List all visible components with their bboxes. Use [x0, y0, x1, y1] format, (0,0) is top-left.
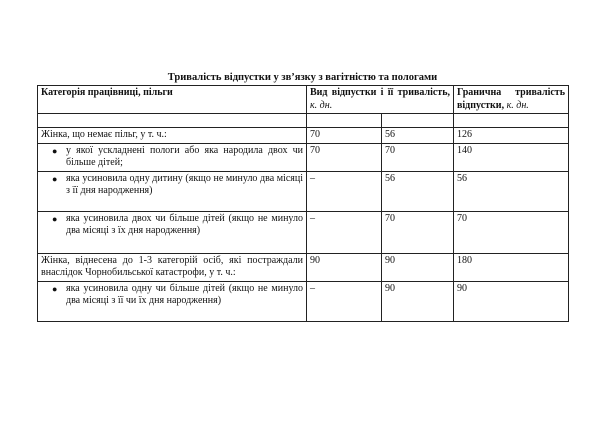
table-row: [38, 253, 569, 281]
row-days-after: 70: [382, 143, 454, 171]
table-row: [38, 171, 569, 211]
row-category: яка усиновила двох чи більше дітей (якщо не минуло два місяці з їх дня народження): [66, 212, 303, 236]
bullet-dot-icon: ●: [52, 213, 58, 224]
bullet-dot-icon: ●: [52, 145, 58, 156]
row-days-total: 70: [454, 211, 569, 253]
table-header-spacer-row: [38, 114, 569, 128]
spacer-cell: [307, 114, 382, 128]
header-max-duration-unit: к. дн.: [506, 99, 529, 111]
row-days-before: 70: [307, 143, 382, 171]
row-days-after: 90: [382, 281, 454, 321]
header-category: Категорія працівниці, пільги: [38, 86, 307, 114]
table-row: [38, 128, 569, 144]
table-row: [38, 143, 569, 171]
spacer-cell: [382, 114, 454, 128]
row-days-after: 90: [382, 253, 454, 281]
row-category: яка усиновила одну чи більше дітей (якщо не минуло два місяці з її чи їх дня народження): [66, 282, 303, 306]
row-days-after: 56: [382, 171, 454, 211]
row-days-after: 56: [382, 128, 454, 144]
row-days-after: 70: [382, 211, 454, 253]
row-days-total: 140: [454, 143, 569, 171]
table-row: [38, 211, 569, 253]
row-category: Жінка, віднесена до 1-3 категорій осіб, які постраждали внаслідок Чорнобильської катастрофи, у т. ч.:: [38, 253, 307, 281]
row-days-before: 70: [307, 128, 382, 144]
spacer-cell: [454, 114, 569, 128]
row-days-total: 90: [454, 281, 569, 321]
bullet-dot-icon: ●: [52, 173, 58, 184]
row-days-before: –: [307, 171, 382, 211]
row-category: у якої ускладнені пологи або яка народила двох чи більше дітей;: [66, 144, 303, 168]
table-title: Тривалість відпустки у зв’язку з вагітністю та пологами: [167, 72, 438, 83]
row-days-total: 56: [454, 171, 569, 211]
row-days-before: –: [307, 211, 382, 253]
leave-duration-table: [37, 85, 569, 322]
row-category: Жінка, що немає пільг, у т. ч.:: [38, 128, 307, 144]
table-header-row: [38, 86, 569, 114]
header-leave-type-unit: к. дн.: [310, 99, 333, 111]
row-days-before: –: [307, 281, 382, 321]
row-days-before: 90: [307, 253, 382, 281]
header-leave-type: Вид відпустки і її тривалість, к. дн.: [307, 86, 454, 114]
row-days-total: 180: [454, 253, 569, 281]
row-days-total: 126: [454, 128, 569, 144]
spacer-cell: [38, 114, 307, 128]
header-max-duration: Гранична тривалість відпустки, к. дн.: [454, 86, 569, 114]
table-row: [38, 281, 569, 321]
bullet-dot-icon: ●: [52, 283, 58, 294]
row-category: яка усиновила одну дитину (якщо не минуло два місяці з її дня народження): [66, 172, 303, 196]
